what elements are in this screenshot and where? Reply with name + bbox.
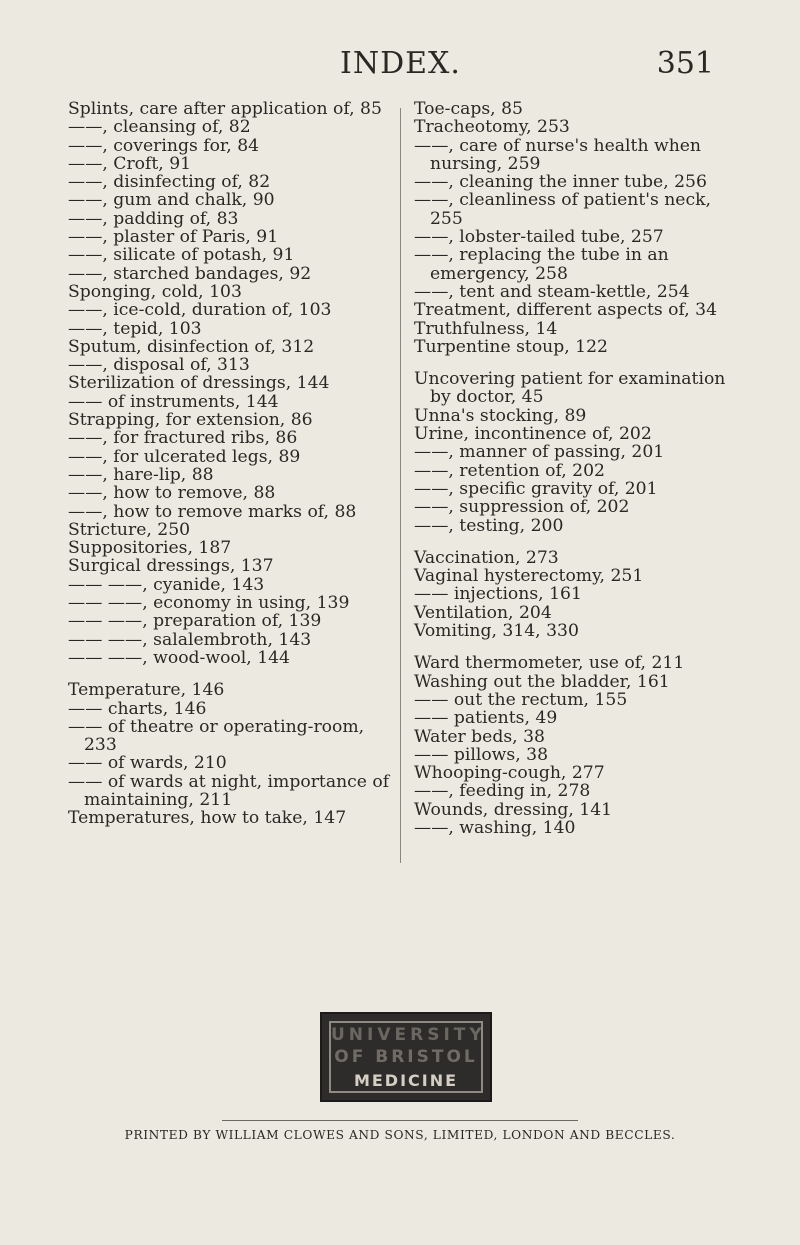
index-entry: —— of instruments, 144 (68, 391, 279, 412)
index-entry: Uncovering patient for examination by doctor, 45 (414, 369, 726, 408)
index-column-right (414, 100, 734, 837)
index-entry: ——, silicate of potash, 91 (68, 245, 295, 266)
index-entry: ——, manner of passing, 201 (414, 442, 665, 463)
index-entry: Vaccination, 273 (414, 547, 559, 568)
index-entry: Wounds, dressing, 141 (414, 799, 613, 820)
index-entry: —— ——, wood-wool, 144 (68, 647, 290, 668)
index-entry: —— ——, salalembroth, 143 (68, 629, 312, 650)
index-entry: Vomiting, 314, 330 (414, 621, 579, 642)
index-entry: Water beds, 38 (414, 726, 545, 747)
index-entry: Sputum, disinfection of, 312 (68, 336, 315, 357)
running-head: INDEX. (340, 46, 461, 81)
index-entry: ——, plaster of Paris, 91 (68, 227, 279, 248)
index-entry: Vaginal hysterectomy, 251 (414, 566, 644, 587)
index-entry: —— injections, 161 (414, 584, 582, 605)
index-entry: Treatment, different aspects of, 34 (414, 300, 718, 321)
index-entry: ——, disinfecting of, 82 (68, 172, 271, 193)
index-entry: Unna's stocking, 89 (414, 405, 587, 426)
index-entry: ——, for fractured ribs, 86 (68, 428, 298, 449)
index-entry: Stricture, 250 (68, 519, 191, 540)
index-entry: ——, cleansing of, 82 (68, 117, 251, 138)
index-entry: ——, how to remove, 88 (68, 483, 276, 504)
section-gap (414, 356, 734, 370)
index-entry: ——, coverings for, 84 (68, 135, 260, 156)
index-entry: ——, lobster-tailed tube, 257 (414, 227, 664, 248)
index-entry: Ward thermometer, use of, 211 (414, 653, 685, 674)
index-column-left (68, 100, 400, 828)
index-entry: —— out the rectum, 155 (414, 689, 628, 710)
index-entry: ——, specific gravity of, 201 (414, 478, 658, 499)
index-entry: ——, Croft, 91 (68, 153, 192, 174)
index-entry: —— ——, preparation of, 139 (68, 611, 322, 632)
section-gap (68, 667, 400, 681)
index-entry: Truthfulness, 14 (414, 318, 558, 339)
page-header (0, 46, 800, 86)
footer-rule (222, 1120, 578, 1121)
index-entry: Toe-caps, 85 (414, 99, 523, 119)
index-entry: —— of wards, 210 (68, 753, 227, 774)
index-entry: ——, tent and steam-kettle, 254 (414, 281, 690, 302)
index-entry: ——, care of nurse's health when nursing, 259 (414, 135, 702, 174)
index-entry: ——, washing, 140 (414, 817, 576, 838)
index-entry: ——, for ulcerated legs, 89 (68, 446, 301, 467)
index-entry: ——, suppression of, 202 (414, 497, 630, 518)
index-entry: Strapping, for extension, 86 (68, 410, 313, 431)
index-entry: ——, disposal of, 313 (68, 355, 250, 376)
section-gap (414, 535, 734, 549)
index-entry: ——, starched bandages, 92 (68, 263, 312, 284)
index-entry: Splints, care after application of, 85 (68, 99, 382, 119)
index-entry: ——, cleanliness of patient's neck, 255 (414, 190, 711, 229)
index-entry: —— ——, cyanide, 143 (68, 574, 265, 595)
library-stamp (320, 1012, 492, 1102)
stamp-line-university: UNIVERSITY (331, 1025, 486, 1045)
page-number: 351 (656, 46, 714, 81)
index-entry: Urine, incontinence of, 202 (414, 424, 652, 445)
column-divider (400, 108, 401, 863)
index-entry: ——, tepid, 103 (68, 318, 202, 339)
index-entry: —— pillows, 38 (414, 744, 549, 765)
index-entry: ——, how to remove marks of, 88 (68, 501, 357, 522)
index-entry: ——, replacing the tube in an emergency, 258 (414, 245, 669, 284)
stamp-line-bristol: OF BRISTOL (334, 1047, 478, 1067)
index-entry: Washing out the bladder, 161 (414, 671, 670, 692)
index-entry: Sponging, cold, 103 (68, 281, 242, 302)
stamp-line-medicine: MEDICINE (353, 1071, 459, 1090)
index-entry: Temperatures, how to take, 147 (68, 808, 347, 829)
index-entry: ——, feeding in, 278 (414, 781, 591, 802)
index-entry: —— ——, economy in using, 139 (68, 593, 350, 614)
index-entry: —— of theatre or operating-room, 233 (68, 716, 365, 756)
index-entry: Surgical dressings, 137 (68, 556, 274, 577)
index-entry: Tracheotomy, 253 (414, 117, 570, 138)
index-entry: —— patients, 49 (414, 708, 558, 729)
index-entry: ——, padding of, 83 (68, 208, 239, 229)
index-entry: ——, hare-lip, 88 (68, 464, 214, 485)
index-entry: ——, gum and chalk, 90 (68, 190, 275, 211)
index-entry: ——, testing, 200 (414, 515, 564, 536)
index-entry: Turpentine stoup, 122 (414, 336, 608, 357)
index-entry: —— of wards at night, importance of maintaining, 211 (68, 771, 390, 810)
index-entry: Temperature, 146 (68, 680, 225, 701)
section-gap (414, 640, 734, 654)
index-entry: Whooping-cough, 277 (414, 763, 605, 784)
index-entry: ——, cleaning the inner tube, 256 (414, 172, 707, 193)
index-entry: Sterilization of dressings, 144 (68, 373, 330, 394)
index-entry: ——, retention of, 202 (414, 460, 605, 481)
index-entry: ——, ice-cold, duration of, 103 (68, 300, 332, 321)
index-entry: —— charts, 146 (68, 698, 207, 719)
printer-imprint: PRINTED BY WILLIAM CLOWES AND SONS, LIMITED, LONDON AND BECCLES. (124, 1128, 676, 1142)
index-entry: Suppositories, 187 (68, 538, 232, 559)
index-entry: Ventilation, 204 (414, 602, 552, 623)
stamp-border (329, 1021, 486, 1093)
